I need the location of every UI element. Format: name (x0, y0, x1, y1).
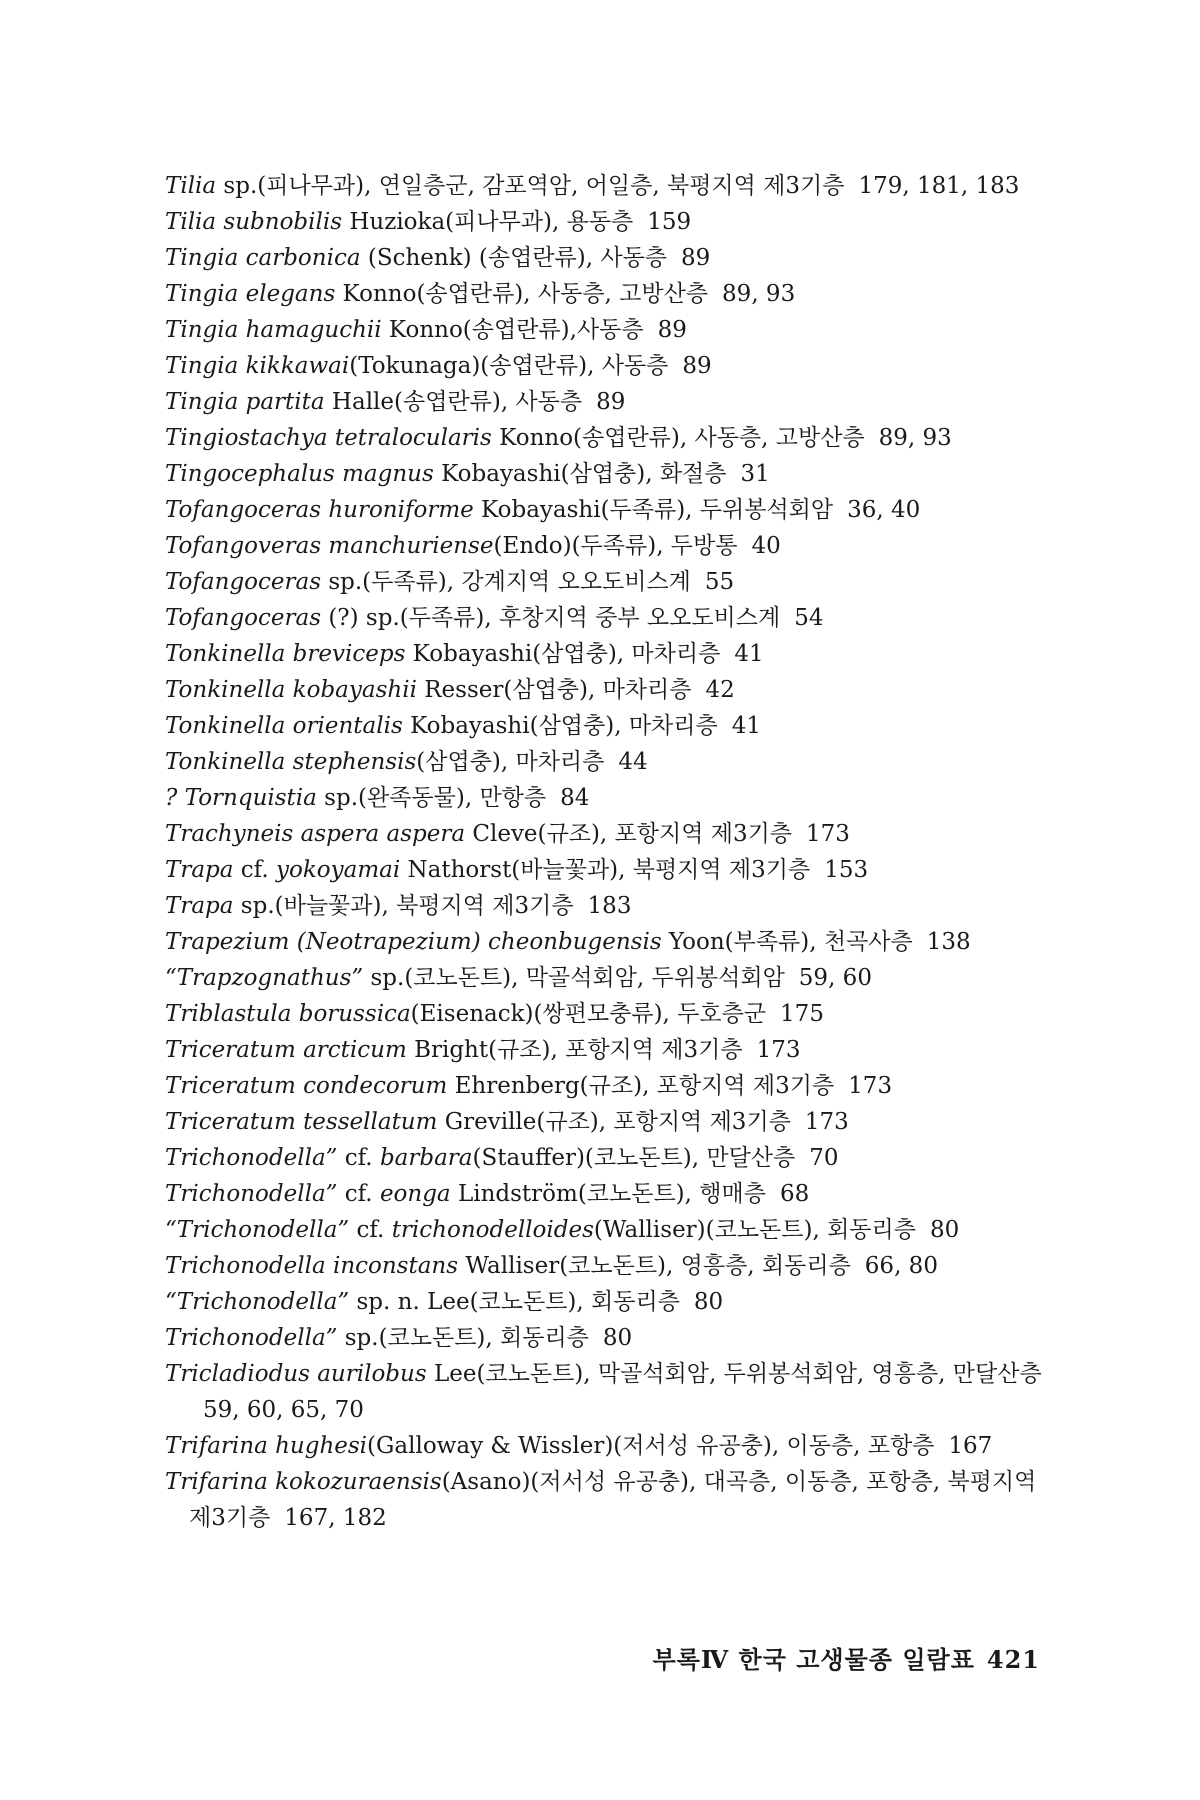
entry-detail: (Walliser)(코노돈트), 회동리층 (593, 1217, 916, 1243)
taxon-name: Tonkinella orientalis (165, 713, 403, 739)
page-references: 175 (780, 1001, 824, 1027)
page-references: 68 (779, 1181, 810, 1207)
entry-detail: (Galloway & Wissler)(저서성 유공충), 이동층, 포항층 (367, 1433, 935, 1459)
index-entry (165, 564, 1065, 600)
index-entry (165, 672, 1065, 708)
page-references: 84 (560, 785, 590, 811)
taxon-name: Tilia subnobilis (165, 209, 343, 235)
taxon-name: ? Tornquistia (165, 785, 317, 811)
page-references: 89, 93 (878, 425, 952, 451)
page-references: 167, 182 (284, 1505, 387, 1531)
entry-detail: sp. n. Lee(코노돈트), 회동리층 (349, 1289, 680, 1315)
index-entry (165, 420, 1065, 456)
entry-detail: Cleve(규조), 포항지역 제3기층 (465, 821, 793, 847)
index-entry (165, 636, 1065, 672)
taxon-name: Tingiostachya tetralocularis (165, 425, 492, 451)
entry-detail: (?) sp.(두족류), 후창지역 중부 오오도비스계 (321, 605, 781, 631)
taxon-name: Tofangoceras (165, 569, 322, 595)
taxon-name: Tingia hamaguchii (165, 317, 382, 343)
entry-detail: Greville(규조), 포항지역 제3기층 (437, 1109, 791, 1135)
index-entry (165, 924, 1065, 960)
taxon-name: Triblastula borussica (165, 1001, 411, 1027)
page-references: 183 (587, 893, 632, 919)
taxon-name: Triceratum condecorum (165, 1073, 448, 1099)
page-references: 173 (804, 1109, 849, 1135)
entry-detail: (Eisenack)(쌍편모충류), 두호층군 (410, 1001, 767, 1027)
index-entry (165, 240, 1065, 276)
taxon-name: Trichonodella” (165, 1145, 338, 1171)
taxon-name: Tingia kikkawai (165, 353, 350, 379)
entry-detail: Kobayashi(삼엽충), 화절층 (433, 461, 727, 487)
index-entry (165, 1320, 1065, 1356)
page-references: 89, 93 (722, 281, 796, 307)
index-entry (165, 1104, 1065, 1140)
taxon-name: Trichonodella” (165, 1325, 338, 1351)
page-references: 42 (705, 677, 735, 703)
taxon-name: Trapa (165, 857, 234, 883)
entry-detail: cf. (337, 1181, 380, 1207)
taxon-name: Trichonodella” (165, 1181, 338, 1207)
page-references: 159 (647, 209, 692, 235)
entry-detail: (Schenk) (송엽란류), 사동층 (360, 245, 668, 271)
index-entry (165, 204, 1065, 240)
index-entry (165, 312, 1065, 348)
index-entry (165, 492, 1065, 528)
index-entry (165, 888, 1065, 924)
entry-detail: sp.(피나무과), 연일층군, 감포역암, 어일층, 북평지역 제3기층 (216, 173, 845, 199)
entry-detail: Yoon(부족류), 천곡사층 (661, 929, 913, 955)
page-references: 173 (756, 1037, 801, 1063)
entry-detail: (삼엽충), 마차리층 (416, 749, 605, 775)
entry-detail: (Asano)(저서성 유공충), 대곡층, 이동층, 포항층, 북평지역 제3기층 (189, 1469, 1037, 1531)
entry-detail: cf. (337, 1145, 380, 1171)
entry-detail: Resser(삼엽충), 마차리층 (416, 677, 692, 703)
index-entry (165, 708, 1065, 744)
index-entry (165, 348, 1065, 384)
index-entry (165, 456, 1065, 492)
page-footer (653, 1640, 1040, 1675)
taxon-name: Tingia elegans (165, 281, 336, 307)
page-references: 41 (734, 641, 764, 667)
entry-detail: sp.(두족류), 강계지역 오오도비스계 (321, 569, 691, 595)
taxon-name: Tofangoveras manchuriense (165, 533, 494, 559)
page-references: 153 (824, 857, 869, 883)
index-entry (165, 168, 1065, 204)
index-entry (165, 1464, 1065, 1536)
page-references: 44 (618, 749, 648, 775)
taxon-name: “Trichonodella” (165, 1289, 350, 1315)
entry-detail: Ehrenberg(규조), 포항지역 제3기층 (447, 1073, 835, 1099)
entry-detail: Lee(코노돈트), 막골석회암, 두위봉석회암, 영흥층, 만달산층 (426, 1361, 1042, 1387)
page-references: 173 (806, 821, 850, 847)
page-references: 80 (693, 1289, 724, 1315)
taxon-name: Tonkinella kobayashii (165, 677, 417, 703)
taxon-epithet: barbara (379, 1145, 473, 1171)
page-references: 80 (929, 1217, 960, 1243)
entry-detail: cf. (349, 1217, 392, 1243)
taxon-name: Tofangoceras (165, 605, 322, 631)
page-references: 138 (926, 929, 971, 955)
entry-detail: Kobayashi(삼엽충), 마차리층 (405, 641, 721, 667)
taxon-name: Tricladiodus aurilobus (165, 1361, 427, 1387)
page-references: 89 (682, 353, 712, 379)
species-index-list (165, 168, 1065, 1536)
page-references: 54 (794, 605, 824, 631)
page-references: 41 (731, 713, 761, 739)
entry-detail: Konno(송엽란류), 사동층, 고방산층 (491, 425, 865, 451)
index-entry (165, 1248, 1065, 1284)
index-entry (165, 1032, 1065, 1068)
index-entry (165, 1140, 1065, 1176)
taxon-name: Trapezium (Neotrapezium) cheonbugensis (165, 929, 662, 955)
index-entry (165, 1428, 1065, 1464)
page-references: 59, 60, 65, 70 (203, 1397, 364, 1423)
page-references: 167 (948, 1433, 993, 1459)
entry-detail: Walliser(코노돈트), 영흥층, 회동리층 (458, 1253, 851, 1279)
taxon-name: Tingia carbonica (165, 245, 361, 271)
index-entry (165, 1212, 1065, 1248)
index-entry (165, 780, 1065, 816)
entry-detail: sp.(코노돈트), 회동리층 (337, 1325, 589, 1351)
index-entry (165, 996, 1065, 1032)
index-entry (165, 744, 1065, 780)
index-entry (165, 816, 1065, 852)
entry-detail: Halle(송엽란류), 사동층 (324, 389, 583, 415)
taxon-name: Tingia partita (165, 389, 325, 415)
page-references: 89 (657, 317, 687, 343)
page-references: 89 (596, 389, 626, 415)
taxon-name: Triceratum arcticum (165, 1037, 407, 1063)
entry-detail: sp.(바늘꽃과), 북평지역 제3기층 (233, 893, 574, 919)
index-entry (165, 384, 1065, 420)
index-entry (165, 1068, 1065, 1104)
entry-detail: Kobayashi(두족류), 두위봉석회암 (473, 497, 834, 523)
page-references: 89 (681, 245, 711, 271)
taxon-epithet: yokoyamai (276, 857, 401, 883)
taxon-name: Trifarina hughesi (165, 1433, 368, 1459)
page-number: 421 (986, 1645, 1040, 1674)
page-references: 173 (848, 1073, 893, 1099)
entry-detail: (Stauffer)(코노돈트), 만달산층 (472, 1145, 796, 1171)
entry-detail: Huzioka(피나무과), 용동층 (342, 209, 634, 235)
entry-detail: Nathorst(바늘꽃과), 북평지역 제3기층 (400, 857, 811, 883)
taxon-name: Tilia (165, 173, 217, 199)
entry-detail: (Tokunaga)(송엽란류), 사동층 (349, 353, 669, 379)
taxon-name: Trachyneis aspera aspera (165, 821, 466, 847)
index-entry (165, 960, 1065, 996)
page-references: 31 (740, 461, 770, 487)
entry-detail: Konno(송엽란류),사동층 (381, 317, 644, 343)
entry-detail: Konno(송엽란류), 사동층, 고방산층 (335, 281, 709, 307)
page-references: 55 (704, 569, 735, 595)
taxon-name: Triceratum tessellatum (165, 1109, 438, 1135)
page-references: 59, 60 (798, 965, 872, 991)
index-entry (165, 1284, 1065, 1320)
entry-detail: cf. (233, 857, 276, 883)
page-references: 66, 80 (864, 1253, 938, 1279)
index-entry (165, 276, 1065, 312)
footer-title: 부록Ⅳ 한국 고생물종 일람표 (652, 1645, 975, 1674)
entry-detail: (Endo)(두족류), 두방통 (493, 533, 738, 559)
taxon-name: “Trichonodella” (165, 1217, 350, 1243)
taxon-name: Tonkinella breviceps (165, 641, 406, 667)
index-entry (165, 528, 1065, 564)
entry-detail: Lindström(코노돈트), 행매층 (450, 1181, 766, 1207)
taxon-epithet: trichonodelloides (391, 1217, 594, 1243)
page-references: 70 (809, 1145, 839, 1171)
index-entry (165, 600, 1065, 636)
index-entry (165, 1176, 1065, 1212)
entry-detail: Bright(규조), 포항지역 제3기층 (406, 1037, 743, 1063)
entry-detail: sp.(완족동물), 만항층 (316, 785, 547, 811)
taxon-name: Tingocephalus magnus (165, 461, 434, 487)
entry-detail: sp.(코노돈트), 막골석회암, 두위봉석회암 (363, 965, 785, 991)
index-entry (165, 852, 1065, 888)
page-references: 36, 40 (847, 497, 921, 523)
taxon-name: Trichonodella inconstans (165, 1253, 459, 1279)
page-references: 40 (751, 533, 781, 559)
taxon-name: Tonkinella stephensis (165, 749, 417, 775)
page-references: 80 (602, 1325, 633, 1351)
taxon-name: Trapa (165, 893, 234, 919)
index-entry (165, 1356, 1065, 1428)
entry-detail: Kobayashi(삼엽충), 마차리층 (402, 713, 718, 739)
taxon-name: “Trapzognathus” (165, 965, 364, 991)
taxon-name: Trifarina kokozuraensis (165, 1469, 442, 1495)
taxon-name: Tofangoceras huroniforme (165, 497, 474, 523)
page-references: 179, 181, 183 (858, 173, 1020, 199)
taxon-epithet: eonga (379, 1181, 451, 1207)
